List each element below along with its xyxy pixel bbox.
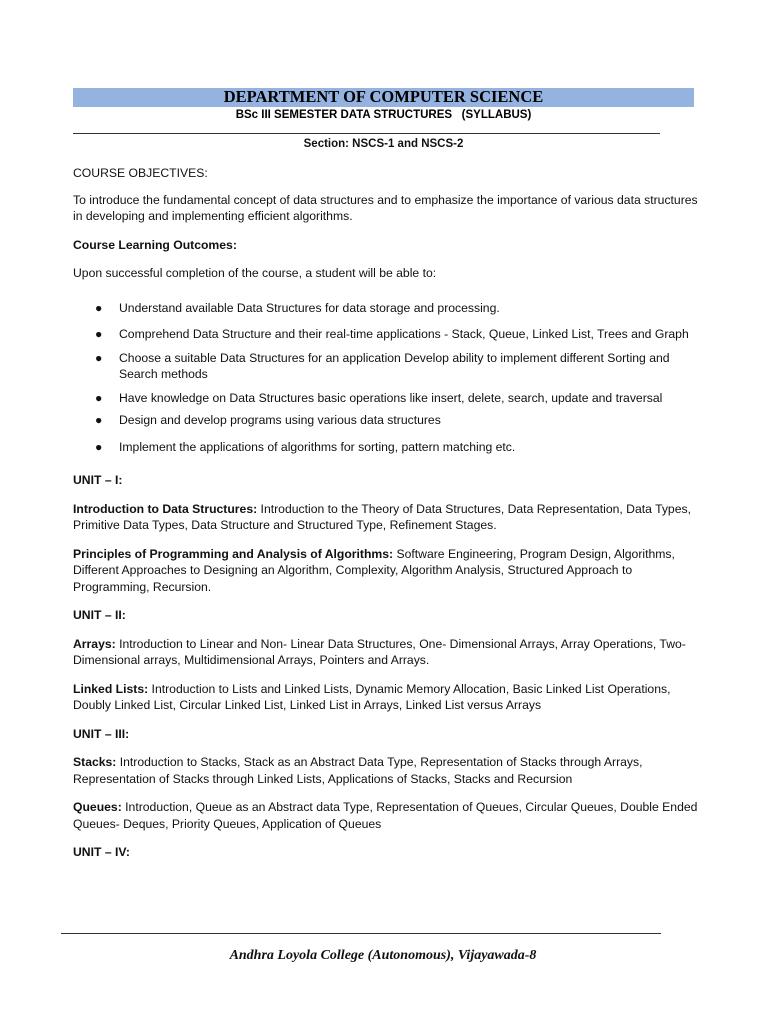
topic-name: Queues:	[73, 800, 122, 814]
list-item	[73, 439, 698, 456]
unit-title: UNIT – II:	[73, 608, 126, 622]
unit-topic	[73, 546, 698, 596]
unit-topic	[73, 681, 698, 714]
bullet-icon: ●	[95, 350, 103, 365]
course-subtitle	[73, 107, 694, 123]
unit-topic	[73, 636, 698, 669]
topic-name: Arrays:	[73, 636, 116, 651]
bullet-icon: ●	[95, 327, 103, 341]
list-item	[73, 326, 698, 343]
unit-topic	[73, 799, 698, 832]
topic-text: Introduction, Queue as an Abstract data Type, Representation of Queues, Circular Queues, Double Ended Queues- Deques, Priority Queues, Application of Queues	[73, 800, 698, 831]
outcomes-heading: Course Learning Outcomes:	[73, 237, 237, 252]
bullet-icon: ●	[95, 300, 103, 315]
unit-topic	[73, 754, 698, 787]
list-item-text: Have knowledge on Data Structures basic operations like insert, delete, search, update and traversal	[119, 390, 663, 405]
list-item-text: Choose a suitable Data Structures for an application Develop ability to implement different Sorting and Search methods	[119, 350, 670, 381]
unit-title: UNIT – III:	[73, 726, 130, 741]
topic-text: Software Engineering, Program Design, Algorithms, Different Approaches to Designing an Algorithm, Complexity, Algorithm Analysis, Structured Approach to Programming, Recursion.	[73, 546, 675, 594]
list-item	[73, 412, 698, 429]
bullet-icon: ●	[95, 439, 103, 454]
objectives-text: To introduce the fundamental concept of data structures and to emphasize the importance of various data structures in developing and implementing efficient algorithms.	[73, 192, 698, 223]
objectives-heading: COURSE OBJECTIVES:	[73, 166, 208, 180]
list-item-text: Understand available Data Structures for data storage and processing.	[119, 300, 500, 315]
unit-title: UNIT – I:	[73, 473, 123, 487]
topic-name: Linked Lists:	[73, 681, 149, 696]
footer-text: Andhra Loyola College (Autonomous), Vijayawada-8	[229, 948, 537, 963]
course-line: BSc III SEMESTER DATA STRUCTURES	[235, 109, 453, 121]
topic-text: Introduction to Stacks, Stack as an Abstract Data Type, Representation of Stacks through Arrays, Representation of Stacks through Linked Lists, Applications of Stacks, Stacks and Recursion	[73, 755, 643, 786]
topic-name: Stacks:	[73, 755, 117, 769]
topic-text: Introduction to the Theory of Data Structures, Data Representation, Data Types, Primitive Data Types, Data Structure and Structured Type, Refinement Stages.	[73, 501, 691, 532]
department-title: DEPARTMENT OF COMPUTER SCIENCE	[223, 87, 544, 106]
topic-text: Introduction to Linear and Non- Linear Data Structures, One- Dimensional Arrays, Array Operations, Two- Dimensional arrays, Multidimensional Arrays, Pointers and Arrays.	[73, 636, 686, 667]
list-item	[73, 350, 698, 383]
outcomes-intro: Upon successful completion of the course, a student will be able to:	[73, 266, 437, 280]
topic-name: Introduction to Data Structures:	[73, 501, 258, 516]
list-item-text: Implement the applications of algorithms for sorting, pattern matching etc.	[119, 439, 516, 454]
section-line: Section: NSCS-1 and NSCS-2	[303, 138, 464, 150]
unit-title: UNIT – IV:	[73, 845, 130, 859]
outcomes-list	[73, 300, 698, 456]
list-item	[73, 300, 698, 317]
syllabus-body	[73, 165, 698, 861]
topic-text: Introduction to Lists and Linked Lists, Dynamic Memory Allocation, Basic Linked List Operations, Doubly Linked List, Circular Linked List, Linked List in Arrays, Linked List versus Arrays	[73, 681, 671, 712]
header-divider	[73, 133, 660, 134]
footer-divider	[61, 933, 661, 934]
list-item-text: Comprehend Data Structure and their real-time applications - Stack, Queue, Linked List, Trees and Graph	[119, 327, 689, 341]
topic-name: Principles of Programming and Analysis of Algorithms:	[73, 546, 394, 561]
syllabus-tag: (SYLLABUS)	[461, 109, 532, 121]
unit-topic	[73, 501, 698, 534]
bullet-icon: ●	[95, 390, 103, 405]
list-item-text: Design and develop programs using various data structures	[119, 413, 441, 427]
bullet-icon: ●	[95, 413, 103, 427]
list-item	[73, 390, 698, 407]
